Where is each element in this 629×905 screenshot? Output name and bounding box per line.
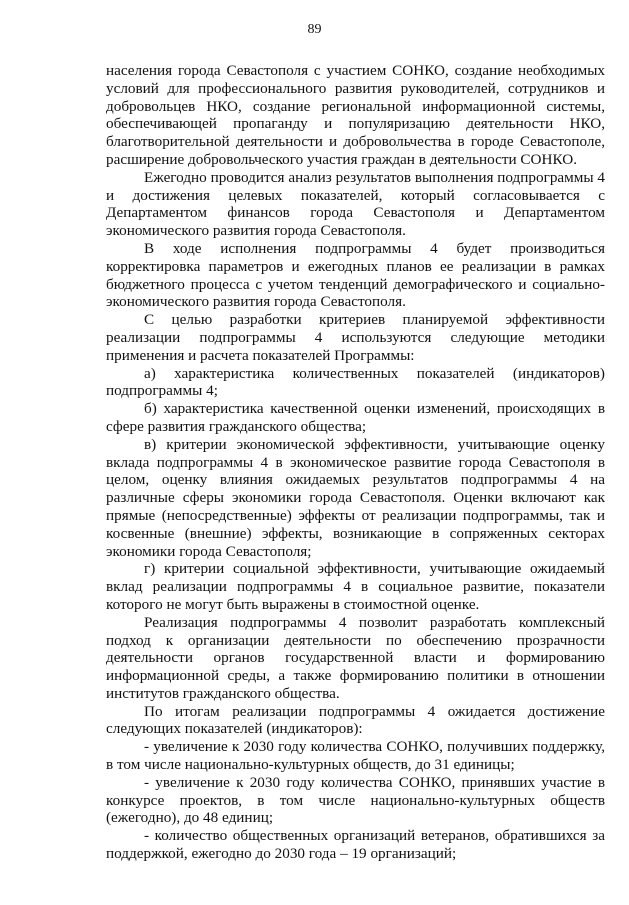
list-item: - увеличение к 2030 году количества СОНКО, принявших участие в конкурсе проектов, в том числе национально-культурных обществ (ежегодно), до 48 единиц; <box>106 773 605 827</box>
paragraph: Ежегодно проводится анализ результатов выполнения подпрограммы 4 и достижения целевых показателей, который согласовывается с Департаментом финансов города Севастополя и Департаментом экономического развития города Севастополя. <box>106 168 605 240</box>
page-number: 89 <box>307 22 322 37</box>
paragraph: По итогам реализации подпрограммы 4 ожидается достижение следующих показателей (индикаторов): <box>106 702 605 738</box>
list-item: в) критерии экономической эффективности, учитывающие оценку вклада подпрограммы 4 в экономическое развитие города Севастополя в целом, оценку влияния ожидаемых результатов подпрограммы 4 на различные сферы экономики города Севастополя. Оценки включают как прямые (непосредственные) эффекты от реализации подпрограммы, так и косвенные (внешние) эффекты, возникающие в сопряженных секторах экономики города Севастополя; <box>106 435 605 560</box>
paragraph: В ходе исполнения подпрограммы 4 будет производиться корректировка параметров и ежегодных планов ее реализации в рамках бюджетного процесса с учетом тенденций демографического и социально-экономического развития города Севастополя. <box>106 239 605 311</box>
list-item: - количество общественных организаций ветеранов, обратившихся за поддержкой, ежегодно до 2030 года – 19 организаций; <box>106 827 605 863</box>
list-item: г) критерии социальной эффективности, учитывающие ожидаемый вклад реализации подпрограммы 4 в социальное развитие, показатели которого не могут быть выражены в стоимостной оценке. <box>106 560 605 613</box>
list-item: - увеличение к 2030 году количества СОНКО, получивших поддержку, в том числе национально-культурных обществ, до 31 единицы; <box>106 738 605 774</box>
document-body <box>106 62 605 863</box>
list-item: а) характеристика количественных показателей (индикаторов) подпрограммы 4; <box>106 364 605 400</box>
list-item: б) характеристика качественной оценки изменений, происходящих в сфере развития гражданского общества; <box>106 400 605 435</box>
paragraph: населения города Севастополя с участием СОНКО, создание необходимых условий для профессионального развития руководителей, сотрудников и добровольцев НКО, создание региональной информационной системы, обеспечивающей пропаганду и популяризацию деятельности НКО, благотворительной деятельности и добровольчества в городе Севастополе, расширение добровольческого участия граждан в деятельности СОНКО. <box>106 62 605 168</box>
paragraph: С целью разработки критериев планируемой эффективности реализации подпрограммы 4 используются следующие методики применения и расчета показателей Программы: <box>106 311 605 364</box>
paragraph: Реализация подпрограммы 4 позволит разработать комплексный подход к организации деятельности по обеспечению прозрачности деятельности органов государственной власти и формированию информационной среды, а также формированию политики в отношении институтов гражданского общества. <box>106 613 605 702</box>
